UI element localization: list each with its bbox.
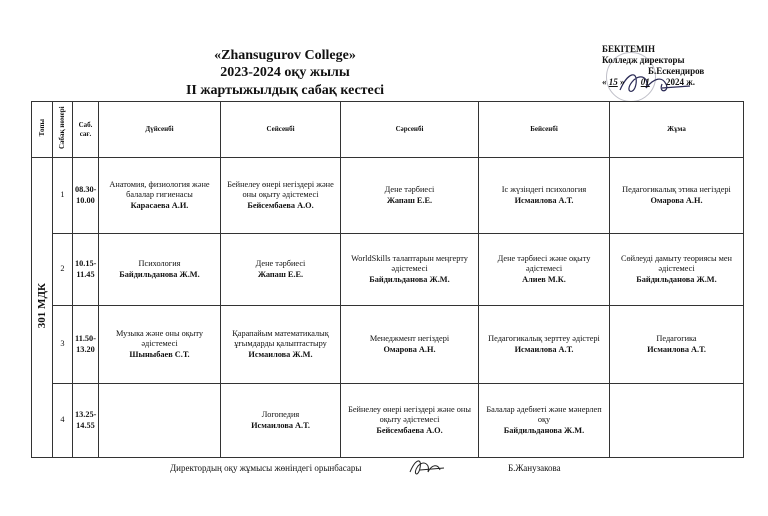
table-row	[32, 158, 744, 234]
group-cell: 301 МДК	[32, 158, 53, 458]
lesson-cell: Педагогика Исмаилова А.Т.	[610, 306, 744, 384]
approval-position-line	[602, 55, 762, 66]
approval-date	[602, 77, 762, 88]
lesson-cell: Бейнелеу өнері негіздері және оны оқыту әдістемесі Бейсембаева А.О.	[341, 384, 479, 458]
lesson-cell: Педагогикалық этика негіздері Омарова А.Н.	[610, 158, 744, 234]
lesson-cell: Педагогикалық зерттеу әдістері Исмаилова А.Т.	[479, 306, 610, 384]
lesson-number: 1	[53, 158, 73, 234]
lesson-time: 11.50-13.20	[73, 306, 99, 384]
lesson-time: 13.25-14.55	[73, 384, 99, 458]
header-day: Бейсенбі	[479, 102, 610, 158]
approval-name-line	[602, 66, 762, 77]
lesson-time: 10.15-11.45	[73, 234, 99, 306]
lesson-cell: Бейнелеу өнері негіздері және оны оқыту әдістемесі Бейсембаева А.О.	[221, 158, 341, 234]
table-row	[32, 384, 744, 458]
header-day: Сейсенбі	[221, 102, 341, 158]
lesson-number: 3	[53, 306, 73, 384]
table-row	[32, 306, 744, 384]
lesson-cell: WorldSkills талаптарын меңгерту әдістемесі Байдильданова Ж.М.	[341, 234, 479, 306]
approval-day: 15	[608, 77, 618, 87]
header-group: Топы	[32, 102, 53, 158]
header-day: Жұма	[610, 102, 744, 158]
lesson-cell: Логопедия Исмаилова А.Т.	[221, 384, 341, 458]
lesson-cell: Музыка және оны оқыту әдістемесі Шыныбаев С.Т.	[99, 306, 221, 384]
academic-year: 2023-2024 оқу жылы	[220, 65, 350, 80]
lesson-cell: Менеджмент негіздері Омарова А.Н.	[341, 306, 479, 384]
approval-block	[602, 44, 762, 88]
date-quote-close: »	[620, 77, 625, 87]
footer-name: Б.Жанузакова	[508, 463, 561, 473]
lesson-cell: Дене тәрбиесі Жапаш Е.Е.	[221, 234, 341, 306]
lesson-cell: Психология Байдильданова Ж.М.	[99, 234, 221, 306]
deputy-signature	[406, 454, 446, 480]
header-day: Сәрсенбі	[341, 102, 479, 158]
lesson-time: 08.30-10.00	[73, 158, 99, 234]
approval-year: 2024 ж.	[666, 77, 696, 87]
lesson-cell	[610, 384, 744, 458]
schedule-title: ІІ жартыжылдық сабақ кестесі	[185, 83, 385, 98]
header-day: Дүйсенбі	[99, 102, 221, 158]
lesson-number: 4	[53, 384, 73, 458]
lesson-cell	[99, 384, 221, 458]
approval-title: БЕКІТЕМІН	[602, 44, 655, 54]
schedule-table	[31, 101, 744, 458]
college-title: «Zhansugurov College»	[214, 48, 356, 63]
table-row	[32, 234, 744, 306]
lesson-cell: Қарапайым математикалық ұғымдарды қалыптастыру Исмаилова Ж.М.	[221, 306, 341, 384]
header-lesson-no: Сабақ нөмері	[53, 102, 73, 158]
lesson-cell: Дене тәрбиесі Жапаш Е.Е.	[341, 158, 479, 234]
lesson-cell: Балалар әдебиеті және мәнерлеп оқу Байдильданова Ж.М.	[479, 384, 610, 458]
lesson-cell: Сөйлеуді дамыту теориясы мен әдістемесі Байдильданова Ж.М.	[610, 234, 744, 306]
approval-month: 01	[640, 77, 650, 87]
approval-position: Колледж директоры	[602, 55, 685, 65]
approval-name: Б.Ескендиров	[648, 66, 705, 76]
footer-position: Директордың оқу жұмысы жөніндегі орынбасары	[170, 463, 362, 473]
lesson-cell: Дене тәрбиесі және оқыту әдістемесі Алиев М.К.	[479, 234, 610, 306]
header-row	[32, 102, 744, 158]
lesson-cell: Анатомия, физиология және балалар гигиенасы Карасаева А.И.	[99, 158, 221, 234]
lesson-cell: Іс жүзіндегі психология Исмаилова А.Т.	[479, 158, 610, 234]
lesson-number: 2	[53, 234, 73, 306]
header-time: Саб. сағ.	[73, 102, 99, 158]
date-quote-open: «	[602, 77, 607, 87]
